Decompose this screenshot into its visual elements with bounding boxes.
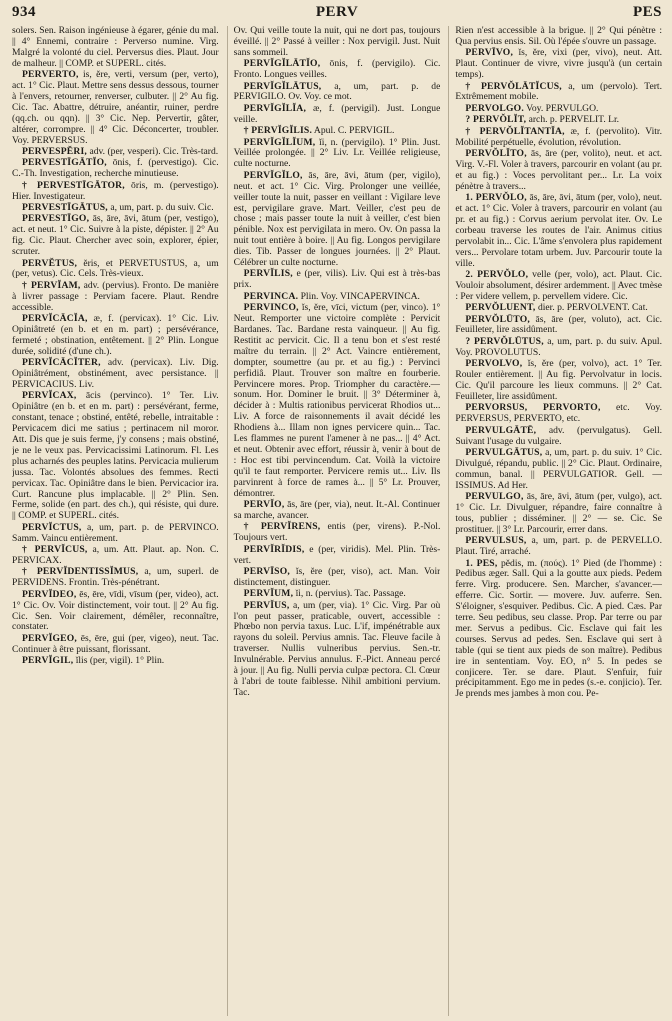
entry-headword: PERVĬGĬLĬA, (243, 102, 307, 114)
dictionary-entry (12, 314, 219, 358)
entry-headword: † PERVESTĪGĀTOR, (22, 179, 125, 191)
entry-definition: Ov. Qui veille toute la nuit, qui ne dort pas, toujours éveillé. || 2° Passé à veiller : Nox pervigil. Just. Nuit sans sommeil. (233, 26, 441, 58)
dictionary-entry (455, 127, 662, 149)
entry-definition: velle (per, volo), act. Plaut. Cic. Vouloir absolument, désirer ardemment. || Avec tmèse : Per videre vellem, p. pervellem videre. Cic. (455, 268, 662, 302)
entry-definition: a, um, part. p. du suiv. Apul. Voy. PROVOLUTUS. (455, 335, 662, 358)
entry-definition: ēs, ēre, gui (per, vigeo), neut. Tac. Continuer à être puissant, florissant. (12, 632, 219, 655)
entry-definition: e (per, vilis). Liv. Qui est à très-bas prix. (233, 268, 441, 291)
dictionary-entry (455, 359, 662, 403)
entry-headword: PERVĪSO, (243, 565, 290, 577)
dictionary-entry (12, 358, 219, 391)
entry-headword: PERVESTĪGO, (22, 213, 90, 225)
dictionary-entry (234, 601, 441, 699)
entry-definition: a, um, part. p. de PERVINCO. Samm. Vaincu entièrement. (12, 521, 219, 544)
entry-definition: ās, āre (per, voluto), act. Cic. Feuilleter, lire assidûment. (455, 313, 662, 336)
entry-definition: etc. Voy. PERVERSUS, PERVERTO, etc. (455, 402, 662, 425)
entry-definition: is, ĕre, verti, versum (per, verto), act. 1° Cic. Plaut. Mettre sens dessus dessous, tourner à l'envers, retourner, renverser, culbuter. || 2° Au fig. Cic. Tac. Abattre, détruire, anéantir, ruiner, perdre (qq.ch. ou qqn). || 3° Cic. Nep. Pervertir, gâter, altérer, corrompre. || 4° Cic. Déconcerter, troubler. Voy. PERVERSUS. (12, 69, 219, 146)
dictionary-entry (234, 138, 441, 171)
entry-headword: PERVĬGĬLĀTUS, (243, 80, 322, 92)
entry-definition: ās, āre, āvi, ātum (per, vestigo), act. et neut. 1° Cic. Suivre à la piste, dépister. || 2° Au fig. Cic. Plaut. Chercher avec soin, explorer, épier, scruter. (12, 213, 219, 258)
dictionary-entry (455, 337, 662, 359)
column-right (448, 26, 662, 1016)
dictionary-entry (455, 492, 662, 536)
dictionary-entry (12, 391, 219, 522)
entry-headword: PERVŎLĬTO, (465, 147, 527, 159)
entry-headword: PERVĬGĬLO, (243, 169, 303, 181)
entry-headword: † PERVĬRENS, (243, 521, 321, 533)
dictionary-entry (455, 149, 662, 193)
entry-definition: a, um. Att. Plaut. ap. Non. C. PERVICAX. (12, 544, 219, 566)
entry-definition: solers. Sen. Raison ingénieuse à égarer, génie du mal. || 4° Ennemi, contraire : Perverso numine. Virg. Malgré la volonté du ciel. Perversus dies. Plaut. Jour de malheur. || COMP. et SUPERL. cités. (12, 26, 219, 69)
running-head-right: PES (633, 4, 663, 20)
entry-headword: PERVŎLŪTO, (465, 313, 530, 325)
entry-headword: † PERVĬAM, (22, 279, 81, 291)
dictionary-entry (12, 523, 219, 545)
entry-definition: ĭs, ĕre (per, volvo), act. 1° Ter. Rouler entièrement. || Au fig. Pervolvatur in locis. Cic. Qu'il parcoure les lieux communs. || 2° Cat. Feuilleter, lire assidûment. (455, 358, 662, 402)
entry-definition: ĭs, ĕre, vixi (per, vivo), neut. Att. Plaut. Continuer de vivre, vivre jusqu'à (un certain temps). (455, 47, 662, 81)
entry-definition: a, um (per, via). 1° Cic. Virg. Par où l'on peut passer, praticable, ouvert, accessible : Phœbo non pervia taxus. Luc. L'if, impénétrable aux rayons du soleil. Pervius amnis. Tac. Fleuve facile à traverser. Nullis vulneribus pervius. Sen.-tr. Invulnérable. Pervius annulus. F.-Pict. Anneau percé à jour. || Au fig. Nulli pervia culpæ pectora. Cl. Cœur à l'abri de toute faiblesse. Nihil ambitioni pervium. Tac. (233, 599, 441, 698)
entry-headword: PERVESTĪGĀTĬO, (22, 157, 107, 169)
entry-definition: ĭs, ĕre (per, viso), act. Man. Voir distinctement, distinguer. (233, 565, 441, 588)
entry-headword: PERVULGO, (465, 491, 524, 503)
entry-definition: ās, āre (per, via), neut. It.-Al. Continuer sa marche, avancer. (233, 498, 441, 521)
entry-definition: ōnis, f. (pervestigo). Cic. C.-Th. Investigation, recherche minutieuse. (12, 157, 219, 180)
entry-definition: a, um, part. p. du suiv. 1° Cic. Divulgué, répandu, public. || 2° Cic. Plaut. Ordinaire, commun, banal. || PERVULGATIOR. Gell. — ISSIMUS. Ad Her. (455, 446, 662, 491)
dictionary-entry (455, 448, 662, 492)
dictionary-entry (12, 545, 219, 567)
column-middle (227, 26, 441, 1016)
column-left (12, 26, 219, 1016)
dictionary-entry (234, 500, 441, 522)
entry-definition: ōris, m. (pervestigo). Hier. Investigateur. (12, 179, 219, 202)
entry-headword: PERVĬUS, (243, 599, 290, 611)
entry-definition: ēs, ēre, vīdi, vīsum (per, video), act. 1° Cic. Ov. Voir distinctement, voir tout. || 2° Au fig. Cic. Sen. Voir clairement, démêler, reconnaître, constater. (12, 588, 219, 633)
entry-definition: ĭs, ĕre, vīci, victum (per, vinco). 1° Neut. Remporter une victoire complète : Pervicit Bardanes. Tac. Bardane resta vainqueur. || Au fig. Restitit ac pervicit. Cic. Il a tenu bon et s'est resté maître du terrain. || 2° Act. Vaincre entièrement, dompter, soumettre (au pr. et au fig.) : Pervinci perfidiâ. Plaut. Trouver son maître en fourberie. Pervincere mores. Prop. Triompher du caractère.— sonum. Hor. Dominer le bruit. || 3° Déterminer à, décider à : Multis rationibus pervicerat Rhodios ut... Liv. A force de raisonnements il avait décidé les Rhodiens à... Illam non ignes pervicere quin... Tac. Les flammes ne purent l'amener à ne pas... || 4° Act. et neut. Obtenir avec effort, réussir à, venir à bout de : Hoc est tibi pervincendum. Cat. Voilà la victoire qu'il te faut remporter. Pervicere remis ut... Liv. Ils parvinrent à force de rames à... || 5° Lr. Prouver, démontrer. (233, 302, 441, 499)
dictionary-entry (12, 203, 219, 214)
entry-headword: PERVĬO, (243, 498, 285, 510)
entry-headword: PERVĬGEO, (22, 632, 78, 644)
dictionary-entry (12, 158, 219, 180)
entry-definition: ĭi, n. (pervius). Tac. Passage. (295, 588, 406, 600)
entry-definition: dier. p. PERVOLVENT. Cat. (537, 302, 648, 314)
entry-headword: † PERVŎLĬTANTĬA, (465, 125, 565, 137)
text-columns (12, 26, 662, 1016)
entry-headword: PERVOLGO. (465, 102, 524, 114)
entry-headword: PERVĬGĬLĀTĬO, (243, 58, 321, 70)
entry-headword: PERVULSUS, (465, 535, 527, 547)
dictionary-entry (455, 115, 662, 126)
dictionary-entry (234, 59, 441, 81)
dictionary-entry (234, 171, 441, 269)
dictionary-entry (12, 259, 219, 281)
dictionary-entry (12, 214, 219, 258)
entry-headword: PERVĬCĀCĬA, (22, 313, 88, 325)
dictionary-entry (455, 536, 662, 558)
dictionary-entry (12, 281, 219, 314)
entry-definition: arch. p. PERVELIT. Lr. (528, 114, 620, 126)
dictionary-entry (234, 303, 441, 499)
dictionary-entry (455, 270, 662, 303)
entry-headword: PERVERTO, (22, 69, 79, 81)
entry-definition: adv. (pervicax). Liv. Dig. Opiniâtrément, obstinément, avec persistance. || PERVICACIUS. Liv. (12, 357, 219, 390)
entry-definition: adv. (pervulgatus). Gell. Suivant l'usage du vulgaire. (455, 424, 662, 447)
entry-headword: PERVOLVO, (465, 358, 523, 370)
dictionary-entry (455, 193, 662, 269)
entry-definition: æ, f. (pervolito). Vitr. Mobilité perpétuelle, évolution, révolution. (455, 125, 662, 148)
entry-headword: PERVESPĔRI, (22, 145, 88, 157)
entry-headword: † PERVŎLĀTĬCUS, (465, 80, 562, 92)
entry-definition: entis (per, virens). P.-Nol. Toujours vert. (233, 521, 441, 544)
dictionary-entry (234, 104, 441, 126)
dictionary-entry (455, 48, 662, 81)
entry-definition: ĕris, et PERVETUSTUS, a, um (per, vetus). Cic. Cels. Très-vieux. (12, 257, 219, 280)
entry-headword: PERVĬUM, (243, 588, 294, 600)
entry-definition: æ, f. (pervicax). 1° Cic. Liv. Opiniâtreté (en b. et en m. part) ; persévérance, fermeté ; obstination, entêtement. || 2° Plin. Longue durée, solidité (d'une ch.). (12, 313, 219, 357)
dictionary-entry (234, 545, 441, 567)
entry-headword: PERVĔTUS, (22, 257, 78, 269)
entry-headword: PERVULGĀTĒ, (465, 424, 537, 436)
dictionary-entry (234, 26, 441, 59)
entry-headword: PERVĬCTUS, (22, 521, 82, 533)
running-head (12, 0, 662, 26)
entry-headword: † PERVĬCUS, (22, 544, 88, 556)
entry-headword: PERVĬDEO, (22, 588, 77, 600)
dictionary-entry (234, 292, 441, 303)
entry-headword: PERVĬLIS, (243, 268, 293, 280)
entry-definition: ās, āre, āvi, ātum (per, volo), neut. et act. 1° Cic. Voler à travers, parcourir en volant (au pr. et au fig.) : Corvus aerium pervolat iter. Ov. Le corbeau traverse les routes de l'air. Animus citius pervolabit in... Cic. L'âme s'envolera plus rapidement vers... Pervolare totam urbem. Juv. Parcourir toute la ville. (455, 192, 662, 269)
dictionary-entry (12, 26, 219, 70)
dictionary-entry (455, 403, 662, 425)
dictionary-entry (234, 82, 441, 104)
dictionary-entry (12, 70, 219, 146)
entry-headword: ? PERVŎLĬT, (465, 114, 527, 126)
dictionary-entry (12, 634, 219, 656)
entry-definition: Rien n'est accessible à la brigue. || 2° Qui pénètre : Qua pervius ensis. Sil. Où l'épée s'ouvre un passage. (455, 26, 662, 47)
running-head-center: PERV (315, 4, 359, 20)
dictionary-entry (455, 315, 662, 337)
entry-definition: ĭi, n. (pervigilo). 1° Plin. Just. Veillée prolongée. || 2° Liv. Lr. Veillée religieuse, culte nocturne. (233, 136, 441, 170)
entry-headword: ? PERVŎLŪTUS, (465, 335, 544, 347)
entry-definition: ās, āre (per, volito), neut. et act. Virg. V.-Fl. Voler à travers, parcourir en volant (au pr. et au fig.) : Voces pervolitant per... Lr. La voix pénètre à travers... (455, 147, 662, 192)
entry-headword: PERVINCA. (243, 290, 299, 302)
entry-definition: Plin. Voy. VINCAPERVINCA. (300, 290, 420, 302)
page-number: 934 (12, 4, 36, 20)
entry-definition: a, um, part. p. du suiv. Cic. (110, 202, 214, 213)
entry-definition: ās, āre, āvi, ātum (per, vigilo), neut. et act. 1° Cic. Virg. Prolonger une veillée, veiller toute la nuit, passer en veillant : Vigilare leve est, pervigilare grave. Mart. Veiller, c'est peu de chose ; mais passer toute la nuit à veiller, c'est bien pénible. Nox est pervigilata in mero. Ov. On passa la nuit tout entière à boire. || Au fig. Longos pervigilare dies. Tib. Passer de longues journées. || 2° Plaut. Célébrer un culte nocturne. (233, 169, 441, 269)
entry-headword: PERVĬCĀCĬTER, (22, 357, 101, 369)
entry-definition: ās, āre, āvi, ātum (per, vulgo), act. 1° Cic. Lr. Divulguer, répandre, faire connaître à tous, publier ; disséminer. || 2° — se. Cic. Se prostituer. || 3° Lr. Parcourir, errer dans. (455, 491, 662, 535)
entry-headword: PERVULGĀTUS, (465, 446, 543, 458)
entry-headword: † PERVĬGĬLIS. (243, 125, 313, 137)
dictionary-entry (12, 181, 219, 203)
entry-headword: 1. PES, (465, 557, 498, 569)
dictionary-entry (455, 303, 662, 314)
entry-definition: ācis (pervinco). 1° Ter. Liv. Opiniâtre (en b. et en m. part) : persévérant, ferme, constant, tenace ; obstiné, entêté, rebelle, intraitable : Pervicacem dici me satius ; pertinacem nil moror. Att. Dis que je suis ferme, j'y consens ; mais obstiné, je ne le veux pas. Pervicacissimi Latinorum. Fl. Les plus acharnés des peuples latins. Pervicacia mulierum jussa. Tac. Volontés absolues des femmes. Recti pervicax. Tac. Opiniâtre dans le bien. Pervicacior ira. Curt. Rancune plus implacable. || 2° Plin. Sen. Ferme, solide (en part. des ch.), qui résiste, qui dure. || COMP. et SUPERL. cités. (12, 390, 219, 522)
entry-definition: ōnis, f. (pervigilo). Cic. Fronto. Longues veilles. (233, 58, 441, 81)
entry-definition: adv. (pervius). Fronto. De manière à livrer passage : Perviam facere. Plaut. Rendre accessible. (12, 279, 219, 313)
entry-definition: a, um, superl. de PERVIDENS. Frontin. Très-pénétrant. (12, 566, 219, 589)
entry-definition: ĭlis (per, vigil). 1° Plin. (75, 655, 165, 667)
entry-definition: a, um, part. p. de PERVELLO. Plaut. Tiré, arraché. (455, 535, 662, 558)
dictionary-entry (455, 559, 662, 701)
dictionary-entry (234, 589, 441, 600)
dictionary-entry (455, 26, 662, 48)
entry-headword: PERVĬGĬLĬUM, (243, 136, 316, 148)
entry-definition: adv. (per, vesperi). Cic. Très-tard. (89, 145, 219, 157)
dictionary-entry (455, 82, 662, 104)
dictionary-entry (234, 126, 441, 137)
entry-headword: PERVĬCAX, (22, 390, 77, 402)
entry-headword: 1. PERVŎLO, (465, 192, 527, 204)
entry-definition: a, um (pervolo). Tert. Extrêmement mobile. (455, 80, 662, 103)
dictionary-entry (234, 567, 441, 589)
dictionary-entry (12, 590, 219, 634)
dictionary-entry (455, 426, 662, 448)
dictionary-entry (234, 269, 441, 291)
entry-headword: PERVĬRĬDIS, (243, 543, 305, 555)
entry-headword: † PERVĬDENTISSĬMUS, (22, 566, 139, 578)
entry-definition: Apul. C. PERVIGIL. (313, 125, 395, 137)
dictionary-entry (12, 656, 219, 667)
entry-headword: PERVĬGIL, (22, 655, 74, 667)
entry-headword: 2. PERVŎLO, (465, 268, 529, 280)
entry-headword: PERVĪVO, (465, 47, 514, 59)
entry-definition: Voy. PERVULGO. (526, 102, 599, 114)
entry-headword: PERVESTĪGĀTUS, (22, 202, 108, 213)
entry-definition: pĕdis, m. (πούς). 1° Pied (de l'homme) : Pedibus æger. Sall. Qui a la goutte aux pieds. Pedem ferre. Virg. producere. Sen. Marcher, s'avancer.— efferre. Cic. Sortir. — movere. Juv. auferre. Sen. S'éloigner, s'esquiver. Pedibus. Cic. A pied. Cæs. Par terre. Seu pedibus, seu classe. Prop. Par terre ou par mer. Servus a pedibus. Cic. Esclave qui fait les courses. Servus ad pedes. Sen. Esclave qui sert à table (qui se tient aux pieds de son maître). Pedibus ire in sententiam. Voy. EO, n° 5. In pedes se conjicere. Ter. se dare. Plaut. S'enfuir, fuir précipitamment. Ego me in pedes (s.-e. conjicio). Ter. Je prends mes jambes à mon cou. Pe- (455, 557, 662, 700)
entry-headword: PERVŎLUENT, (465, 302, 536, 314)
dictionary-entry (234, 522, 441, 544)
entry-definition: e (per, viridis). Mel. Plin. Très-vert. (233, 543, 441, 566)
entry-headword: PERVINCO, (243, 302, 299, 314)
entry-definition: a, um, part. p. de PERVIGILO. Ov. Voy. ce mot. (233, 80, 441, 103)
entry-headword: PERVORSUS, PERVORTO, (465, 402, 601, 414)
entry-definition: æ, f. (pervigil). Just. Longue veille. (233, 102, 441, 125)
dictionary-entry (12, 567, 219, 589)
